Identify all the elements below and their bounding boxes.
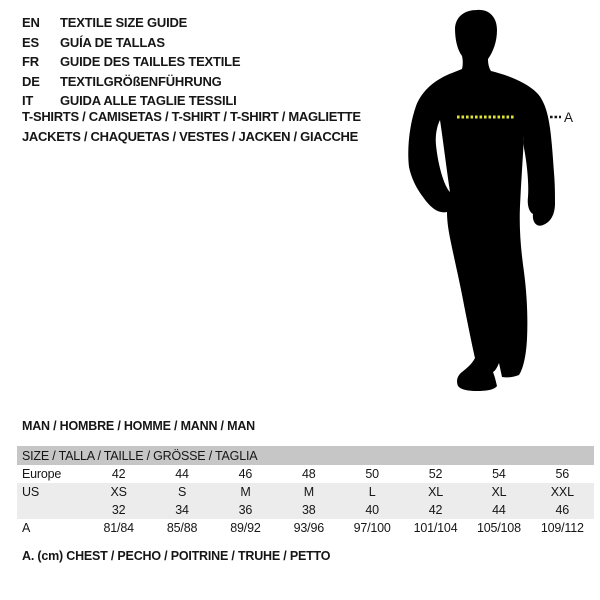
size-cell: 32 [111, 503, 126, 517]
size-cell: 38 [302, 503, 316, 517]
size-cell: 105/108 [477, 521, 521, 535]
product-type-line: JACKETS / CHAQUETAS / VESTES / JACKEN / GIACCHE [22, 129, 358, 144]
size-cell: XL [428, 485, 443, 499]
language-code: FR [22, 54, 39, 69]
size-cell: M [240, 485, 251, 499]
size-cell: 40 [365, 503, 379, 517]
language-label: TEXTILE SIZE GUIDE [60, 15, 188, 30]
language-row [22, 13, 240, 33]
size-cell: 36 [238, 503, 253, 517]
size-cell: 89/92 [230, 521, 261, 535]
language-row [22, 72, 240, 92]
size-cell: 46 [555, 503, 570, 517]
man-silhouette [408, 10, 555, 391]
size-cell: 50 [365, 467, 379, 481]
table-row-numeric [17, 501, 594, 519]
language-label: GUIDE DES TAILLES TEXTILE [60, 54, 241, 69]
size-cell: 42 [111, 467, 126, 481]
footnote: A. (cm) CHEST / PECHO / POITRINE / TRUHE / PETTO [22, 549, 331, 563]
table-header: SIZE / TALLA / TAILLE / GRÖSSE / TAGLIA [17, 446, 594, 465]
size-cell: XXL [550, 485, 574, 499]
size-cell: 109/112 [540, 521, 584, 535]
table-row-us [17, 483, 594, 501]
product-type-list [22, 107, 361, 147]
language-row [22, 33, 240, 53]
row-label: A [22, 521, 31, 535]
language-list [22, 13, 240, 111]
table-row-chest [17, 519, 594, 537]
size-cell: 52 [428, 467, 443, 481]
row-label: US [22, 485, 39, 499]
size-cell: M [303, 485, 314, 499]
language-code: ES [22, 34, 39, 50]
size-table [17, 446, 594, 537]
size-cell: S [177, 485, 187, 499]
size-cell: 46 [238, 467, 253, 481]
size-cell: XL [491, 485, 507, 499]
language-code: DE [22, 73, 40, 89]
size-cell: XS [110, 485, 127, 499]
language-label: GUIDA ALLE TAGLIE TESSILI [60, 93, 237, 108]
size-cell: 56 [555, 467, 570, 481]
man-silhouette-figure [390, 0, 600, 400]
language-code: IT [22, 93, 34, 108]
table-row-europe [17, 465, 594, 483]
size-cell: 48 [302, 467, 316, 481]
size-cell: 85/88 [166, 521, 198, 535]
size-cell: 81/84 [103, 521, 134, 535]
table-header-row [17, 446, 594, 465]
size-cell: 44 [492, 503, 506, 517]
size-cell: 42 [428, 503, 443, 517]
size-cell: 93/96 [293, 521, 324, 535]
measurement-label-a: A [564, 110, 574, 125]
language-label: TEXTILGRÖßENFÜHRUNG [60, 73, 222, 89]
row-label: Europe [22, 467, 62, 481]
size-cell: 54 [492, 467, 506, 481]
language-row [22, 52, 240, 72]
section-title: MAN / HOMBRE / HOMME / MANN / MAN [22, 419, 255, 433]
size-cell: L [368, 485, 376, 499]
size-cell: 44 [175, 467, 189, 481]
language-label: GUÍA DE TALLAS [60, 34, 165, 50]
size-cell: 101/104 [413, 521, 458, 535]
product-type-line: T-SHIRTS / CAMISETAS / T-SHIRT / T-SHIRT / MAGLIETTE [22, 109, 361, 124]
row-label [17, 501, 87, 519]
size-cell: 97/100 [353, 521, 391, 535]
language-code: EN [22, 15, 40, 30]
size-cell: 34 [175, 503, 189, 517]
